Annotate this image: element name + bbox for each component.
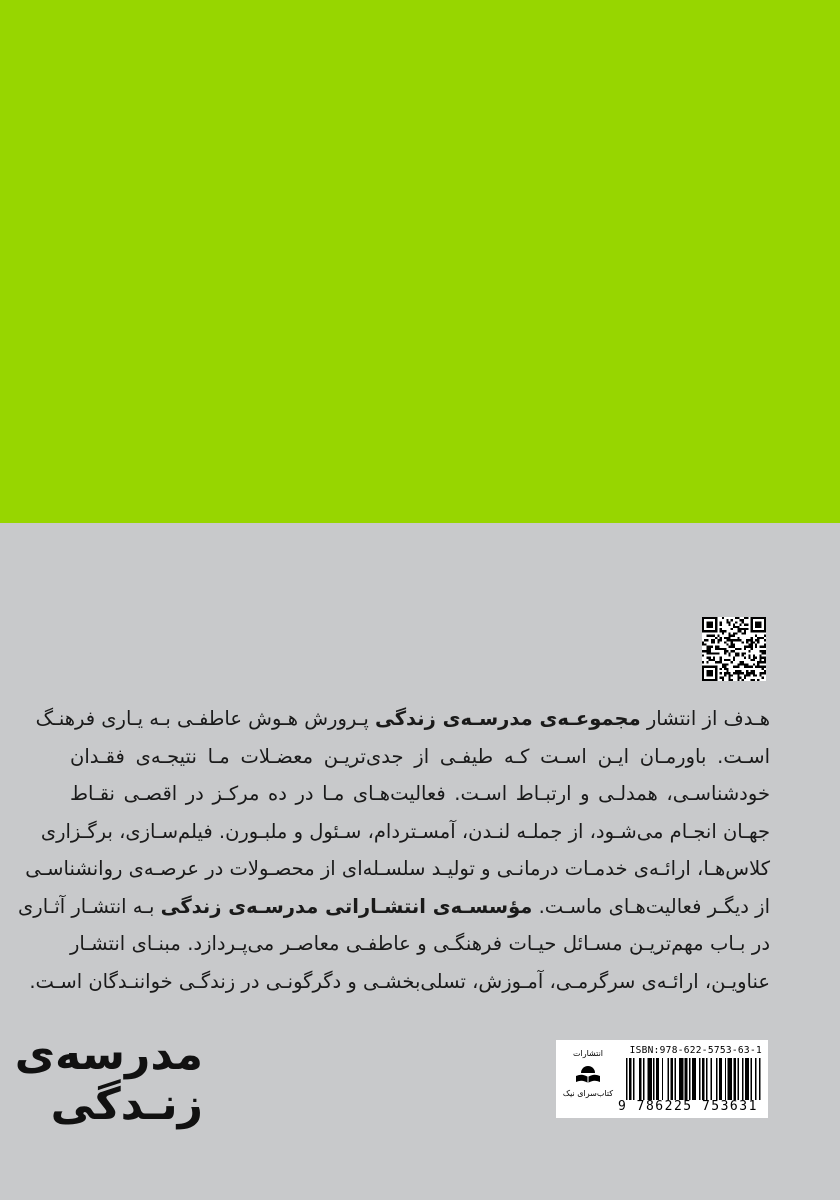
blurb-text: از دیگـر فعالیت‌هـای ماسـت. xyxy=(532,894,770,918)
blurb-bold-title: مجموعـه‌ی مدرسـه‌ی زندگی xyxy=(374,707,641,730)
blurb-line xyxy=(35,700,770,738)
cover-top-band xyxy=(0,0,840,523)
blurb-text: هـدف از انتشار xyxy=(640,707,770,730)
blurb-text: کلاس‌هـا، ارائـه‌ی خدمـات درمانـی و تولیـد سلسـله‌ای از محصـولات در عرصـه‌ی روانشناسـی xyxy=(25,857,770,880)
isbn-label: ISBN:978-622-5753-63-1 xyxy=(629,1045,762,1056)
blurb-line xyxy=(70,775,770,813)
series-logo xyxy=(14,1029,203,1130)
blurb-text: در بـاب مهم‌تریـن مسـائل حیـات فرهنگـی و عاطفـی معاصـر می‌پـردازد. مبنـای انتشـار xyxy=(70,932,770,955)
back-cover-blurb xyxy=(18,700,770,1000)
blurb-bold-title: مؤسسـه‌ی انتشـاراتی مدرسـه‌ی زندگی xyxy=(160,894,533,918)
publisher-logo xyxy=(560,1048,616,1112)
blurb-line xyxy=(18,888,770,926)
blurb-line xyxy=(40,813,770,851)
blurb-line xyxy=(70,738,770,776)
logo-line-1: مدرسه‌ی xyxy=(14,1029,203,1080)
blurb-line xyxy=(25,850,770,888)
blurb-text: خودشناسـی، همدلـی و ارتبـاط اسـت. فعالیت‌هـای مـا در ده مرکـز در اقصـی نقـاط xyxy=(70,782,770,805)
blurb-line xyxy=(29,963,770,1001)
isbn-digits: 9 786225 753631 xyxy=(618,1099,758,1114)
book-sun-icon xyxy=(574,1062,602,1086)
qr-code-icon xyxy=(702,617,766,681)
blurb-text: اسـت. باورمـان ایـن اسـت کـه طیفـی از جدی‌تریـن معضـلات مـا نتیجـه‌ی فقـدان xyxy=(70,744,770,768)
blurb-text: جهـان انجـام می‌شـود، از جملـه لنـدن، آمسـتردام، سـئول و ملبـورن. فیلم‌سـازی، برگـزاری xyxy=(40,819,770,843)
blurb-line xyxy=(70,925,770,963)
blurb-text: بـه انتشـار آثـاری xyxy=(18,894,161,918)
publisher-bottom-label: کتاب‌سرای نیک xyxy=(562,1089,614,1098)
barcode-panel xyxy=(556,1040,768,1118)
barcode-icon xyxy=(626,1058,762,1100)
publisher-top-label: انتشارات xyxy=(572,1049,604,1058)
logo-line-2: زنـدگی xyxy=(50,1079,203,1130)
blurb-text: عناویـن، ارائـه‌ی سرگرمـی، آمـوزش، تسلی‌بخشـی و دگرگونـی در زندگـی خواننـدگان اسـت. xyxy=(29,969,770,993)
blurb-text: پـرورش هـوش عاطفـی بـه یـاری فرهنـگ xyxy=(35,707,375,730)
